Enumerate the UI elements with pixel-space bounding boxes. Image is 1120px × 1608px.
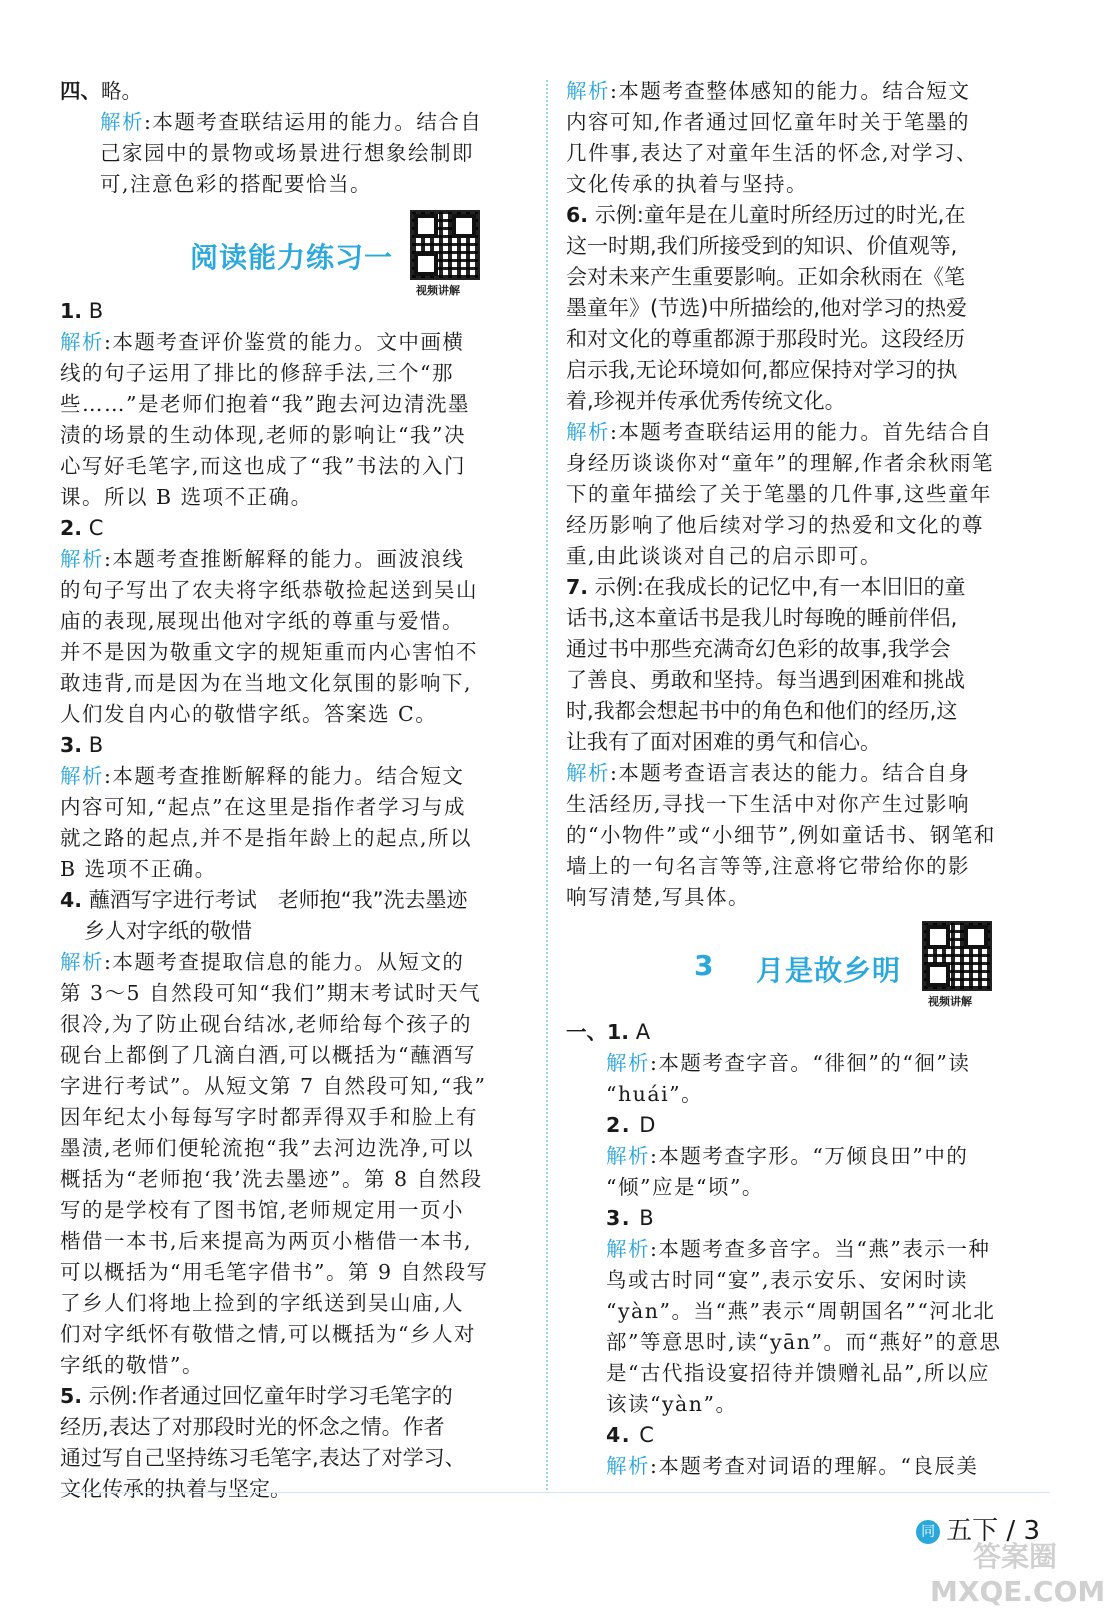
exp-line: 内容可知,作者通过回忆童年时关于笔墨的: [566, 110, 971, 134]
exp-line: 了乡人们将地上捡到的字纸送到吴山庙,人: [60, 1291, 465, 1315]
column-divider: [546, 80, 548, 1490]
q-answer: 启示我,无论环境如何,都应保持对学习的执: [566, 358, 958, 382]
exp-line: :本题考查联结运用的能力。首先结合自: [610, 420, 993, 444]
exp-line: 因年纪太小每每写字时都弄得双手和脸上有: [60, 1105, 478, 1129]
exp-line: “yàn”。当“燕”表示“周朝国名”“河北北: [606, 1299, 996, 1323]
jiexi-tag: 解析: [100, 110, 144, 134]
exp-line: 些……”是老师们抱着“我”跑去河边清洗墨: [60, 392, 470, 416]
question-4: [60, 885, 528, 1381]
exp-line: 的“小物件”或“小细节”,例如童话书、钢笔和: [566, 823, 996, 847]
question-7: [566, 572, 1036, 913]
exp-line: 写的是学校有了图书馆,老师规定用一页小: [60, 1198, 465, 1222]
exp-line: :本题考查评价鉴赏的能力。文中画横: [104, 330, 465, 354]
q-num: 5.: [60, 1384, 83, 1408]
q-answer: B: [82, 299, 104, 323]
exp-line: 线的句子运用了排比的修辞手法,三个“那: [60, 361, 454, 385]
exp-line: 经历影响了他后续对学习的热爱和文化的尊: [566, 513, 984, 537]
exp-line: 渍的场景的生动体现,老师的影响让“我”决: [60, 423, 466, 447]
exp-line: :本题考查提取信息的能力。从短文的: [104, 950, 465, 974]
exp-line: :本题考查整体感知的能力。结合短文: [610, 79, 971, 103]
section-title: 阅读能力练习一: [190, 241, 394, 274]
qr-code-icon[interactable]: [410, 210, 480, 280]
exp-line: 的句子写出了农夫将字纸恭敬捡起送到吴山: [60, 578, 478, 602]
exp-line: 该读“yàn”。: [606, 1392, 738, 1416]
jiexi-tag: 解析: [60, 330, 104, 354]
q-num: 4.: [60, 888, 83, 912]
exp-line: 是“古代指设宴招待并馈赠礼品”,所以应: [606, 1361, 990, 1385]
q-num: 4.: [606, 1423, 632, 1447]
q-num: 6.: [566, 203, 589, 227]
exp-line: 响写清楚,写具体。: [566, 885, 751, 909]
exp-line: :本题考查字音。“徘徊”的“徊”读: [650, 1051, 971, 1075]
q-answer: 话书,这本童话书是我儿时每晚的睡前伴侣,: [566, 606, 958, 630]
exp-line: 重,由此谈谈对自己的启示即可。: [566, 544, 883, 568]
exp-line: 课。所以 B 选项不正确。: [60, 485, 313, 509]
exp-line: 墙上的一句名言等等,注意将它带给你的影: [566, 854, 971, 878]
edition-badge: 同: [916, 1520, 940, 1544]
right-column: [566, 76, 1036, 1482]
jiexi-tag: 解析: [60, 764, 104, 788]
q-answer: B: [631, 1206, 656, 1230]
q-answer: 和对文化的尊重都源于那段时光。这段经历: [566, 327, 965, 351]
q-answer: 这一时期,我们所接受到的知识、价值观等,: [566, 234, 958, 258]
exp-line: B 选项不正确。: [60, 857, 217, 881]
q-answer: 了善良、勇敢和坚持。每当遇到困难和挑战: [566, 668, 965, 692]
exp-line: :本题考查联结运用的能力。结合自: [144, 110, 483, 134]
q-answer: 文化传承的执着与坚定。: [60, 1477, 291, 1501]
q-num: 7.: [566, 575, 589, 599]
exp-line: 鸟或古时同“宴”,表示安乐、安闲时读: [606, 1268, 968, 1292]
q-answer: C: [631, 1423, 656, 1447]
exp-line: 庙的表现,展现出他对字纸的尊重与爱惜。: [60, 609, 465, 633]
qr-caption: 视频讲解: [928, 995, 972, 1008]
q-answer: 墨童年》(节选)中所描绘的,他对学习的热爱: [566, 296, 968, 320]
exp-line: 生活经历,寻找一下生活中对你产生过影响: [566, 792, 971, 816]
exp-line: 第 3～5 自然段可知“我们”期末考试时天气: [60, 981, 482, 1005]
qr-code-icon[interactable]: [922, 921, 992, 991]
jiexi-tag: 解析: [566, 79, 610, 103]
page-label: 五下 / 3: [946, 1516, 1040, 1546]
exp-line: 并不是因为敬重文字的规矩重而内心害怕不: [60, 640, 478, 664]
jiexi-tag: 解析: [566, 420, 610, 444]
exp-line: :本题考查对词语的理解。“良辰美: [650, 1454, 979, 1478]
lesson-header: [566, 913, 1036, 1017]
exp-line: “huái”。: [606, 1082, 704, 1106]
exp-line: 就之路的起点,并不是指年龄上的起点,所以: [60, 826, 473, 850]
q-num: 1.: [60, 299, 83, 323]
exp-line: 可以概括为“用毛笔字借书”。第 9 自然段写: [60, 1260, 489, 1284]
q-num: 3.: [60, 733, 83, 757]
q-num: 1.: [607, 1020, 630, 1044]
q-num: 2.: [606, 1113, 632, 1137]
part-label: 一、: [566, 1020, 607, 1044]
exp-line: 们对字纸怀有敬惜之情,可以概括为“乡人对: [60, 1322, 476, 1346]
q-num: 2.: [60, 516, 83, 540]
q-answer: A: [629, 1020, 651, 1044]
exp-line: 心写好毛笔字,而这也成了“我”书法的入门: [60, 454, 466, 478]
q-answer: 时,我都会想起书中的角色和他们的经历,这: [566, 699, 958, 723]
question-5: [60, 1381, 528, 1505]
q-answer: 示例:在我成长的记忆中,有一本旧旧的童: [588, 575, 966, 599]
exp-line: 楷借一本书,后来提高为两页小楷借一本书,: [60, 1229, 473, 1253]
question-1: [60, 296, 528, 513]
q-answer: 示例:童年是在儿童时所经历过的时光,在: [588, 203, 966, 227]
jiexi-tag: 解析: [606, 1051, 650, 1075]
section-4-explanation: [60, 107, 528, 200]
q-answer: 着,珍视并传承优秀传统文化。: [566, 389, 846, 413]
exp-line: 几件事,表达了对童年生活的怀念,对学习、: [566, 141, 979, 165]
exp-line: 人们发自内心的敬惜字纸。答案选 C。: [60, 702, 438, 726]
exp-line: 内容可知,“起点”在这里是指作者学习与成: [60, 795, 466, 819]
exp-line: :本题考查推断解释的能力。结合短文: [104, 764, 465, 788]
q-answer: 乡人对字纸的敬惜: [84, 919, 252, 943]
q-answer: 通过写自己坚持练习毛笔字,表达了对学习、: [60, 1446, 466, 1470]
q-answer: 让我有了面对困难的勇气和信心。: [566, 730, 881, 754]
jiexi-tag: 解析: [606, 1454, 650, 1478]
jiexi-tag: 解析: [566, 761, 610, 785]
q-answer: 通过书中那些充满奇幻色彩的故事,我学会: [566, 637, 951, 661]
q-answer: C: [82, 516, 104, 540]
jiexi-tag: 解析: [606, 1237, 650, 1261]
exp-line: 身经历谈谈你对“童年”的理解,作者余秋雨笔: [566, 451, 994, 475]
exp-line: 文化传承的执着与坚持。: [566, 172, 808, 196]
exp-line: :本题考查推断解释的能力。画波浪线: [104, 547, 465, 571]
q-answer: B: [82, 733, 104, 757]
watermark-logo: 答案圈 MXQE.COM: [930, 1540, 1106, 1608]
exp-line: 己家园中的景物或场景进行想象绘制即: [100, 141, 474, 165]
exp-line: :本题考查字形。“万倾良田”中的: [650, 1144, 969, 1168]
question-6: [566, 200, 1036, 572]
exp-line: :本题考查语言表达的能力。结合自身: [610, 761, 971, 785]
q-answer: 示例:作者通过回忆童年时学习毛笔字的: [82, 1384, 453, 1408]
exp-line: 可,注意色彩的搭配要恰当。: [100, 172, 373, 196]
exp-line: 下的童年描绘了关于笔墨的几件事,这些童年: [566, 482, 993, 506]
exp-line: “倾”应是“顷”。: [606, 1175, 764, 1199]
part-1: [566, 1017, 1036, 1482]
jiexi-tag: 解析: [606, 1144, 650, 1168]
jiexi-tag: 解析: [60, 547, 104, 571]
question-3: [60, 730, 528, 885]
exp-line: 概括为“老师抱‘我’洗去墨迹”。第 8 自然段: [60, 1167, 483, 1191]
footer-rule: [60, 1492, 1050, 1493]
question-2: [60, 513, 528, 730]
section-4-text: 略。: [101, 79, 142, 103]
section-4-label: 四、: [60, 79, 101, 103]
exp-line: 字进行考试”。从短文第 7 自然段可知,“我”: [60, 1074, 487, 1098]
exp-line: 部”等意思时,读“yān”。而“燕好”的意思: [606, 1330, 1002, 1354]
exp-line: 砚台上都倒了几滴白酒,可以概括为“蘸酒写: [60, 1043, 476, 1067]
lesson-number: 3: [694, 949, 715, 982]
exp-line: 墨渍,老师们便轮流抱“我”去河边洗净,可以: [60, 1136, 474, 1160]
q-answer: 会对未来产生重要影响。正如余秋雨在《笔: [566, 265, 965, 289]
q-answer: 经历,表达了对那段时光的怀念之情。作者: [60, 1415, 445, 1439]
exp-line: 字纸的敬惜”。: [60, 1353, 204, 1377]
q-answer: 蘸酒写字进行考试 老师抱“我”洗去墨迹: [82, 888, 468, 912]
section-header-reading: [60, 200, 528, 296]
q-answer: D: [631, 1113, 657, 1137]
qr-caption: 视频讲解: [416, 284, 460, 297]
question-5-explanation: [566, 76, 1036, 200]
exp-line: 敢违背,而是因为在当地文化氛围的影响下,: [60, 671, 473, 695]
exp-line: 很冷,为了防止砚台结冰,老师给每个孩子的: [60, 1012, 473, 1036]
exp-line: :本题考查多音字。当“燕”表示一种: [650, 1237, 991, 1261]
jiexi-tag: 解析: [60, 950, 104, 974]
left-column: [60, 76, 528, 1505]
lesson-title: 月是故乡明: [756, 954, 902, 987]
q-num: 3.: [606, 1206, 632, 1230]
